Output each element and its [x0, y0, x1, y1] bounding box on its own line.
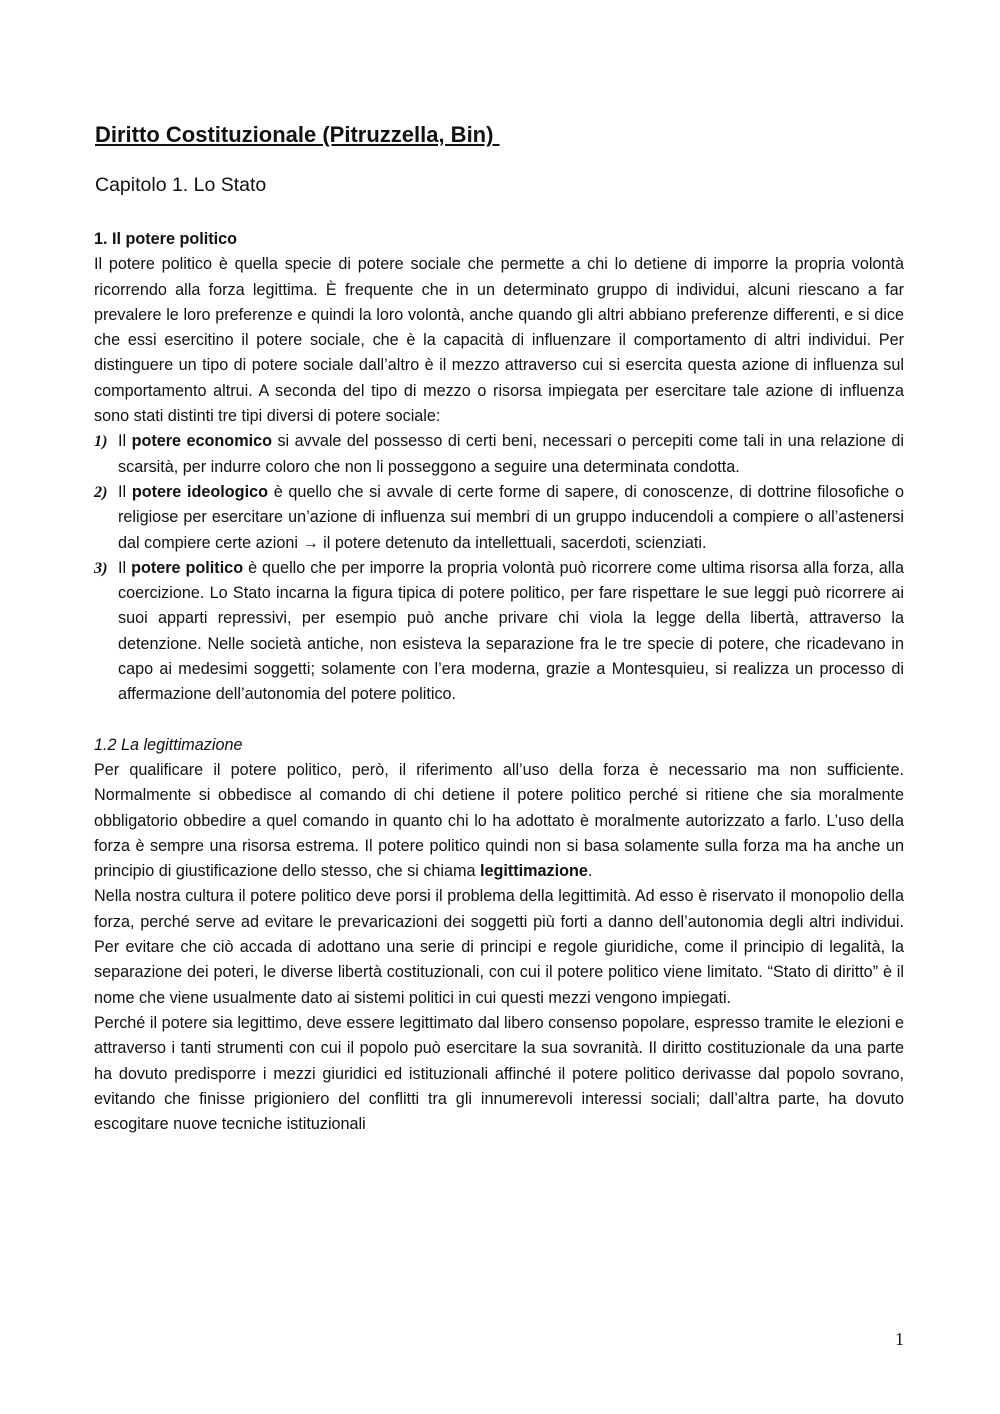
list-item [94, 480, 904, 556]
list-item-number: 3) [94, 558, 108, 577]
list-item-number: 1) [94, 432, 108, 451]
document-body [94, 227, 904, 1137]
list-item-prefix: Il [118, 482, 132, 501]
paragraph [94, 758, 904, 884]
section-intro-paragraph: Il potere politico è quella specie di potere sociale che permette a chi lo detiene di imporre la propria volontà ricorrendo alla forza legittima. È frequente che in un determinato gruppo di individui, alcuni riescano a far prevalere le loro preferenze e quindi la loro volontà, anche quando gli altri abbiano preferenze differenti, e si dice che essi esercitino il potere sociale, che è la capacità di influenzare il comportamento di altri individui. Per distinguere un tipo di potere sociale dall’altro è il mezzo attraverso cui si esercita questa azione di influenza sul comportamento altrui. A seconda del tipo di mezzo o risorsa impiegata per esercitare tale azione di influenza sono stati distinti tre tipi diversi di potere sociale: [94, 255, 904, 426]
list-item-term: potere politico [131, 558, 244, 577]
list-item-text: si avvale del possesso di certi beni, necessari o percepiti come tali in una relazione di scarsità, per indurre coloro che non li posseggono a seguire una determinata condotta. [118, 432, 905, 476]
subsection-heading: 1.2 La legittimazione [94, 735, 243, 754]
section-heading: 1. Il potere politico [94, 230, 238, 248]
list-item-prefix: Il [118, 558, 132, 577]
power-types-list [94, 429, 904, 707]
page-number: 1 [895, 1329, 904, 1349]
header-mark [470, 0, 530, 4]
list-item-number: 2) [94, 482, 108, 501]
list-item-term: potere ideologico [131, 482, 268, 501]
paragraph-term: legittimazione [480, 862, 588, 881]
paragraph-text-end: . [587, 862, 593, 881]
list-item [94, 429, 904, 480]
document-title: Diritto Costituzionale (Pitruzzella, Bin) [95, 122, 500, 147]
list-item-text: è quello che si avvale di certe forme di sapere, di conoscenze, di dottrine filosofiche o religiose per esercitare un’azione di influenza sui membri di un gruppo inducendoli a compiere o all’astenersi dal compiere certe azioni → il potere detenuto da intellettuali, sacerdoti, scienziati. [118, 482, 904, 552]
list-item-text: è quello che per imporre la propria volontà può ricorrere come ultima risorsa alla forza, alla coercizione. Lo Stato incarna la figura tipica di potere politico, per fare rispettare le sue leggi può ricorrere ai suoi apparti repressivi, per esempio può anche privare chi viola la legge della libertà, attraverso la detenzione. Nelle società antiche, non esisteva la separazione fra le tre specie di potere, che ricadevano in capo ai medesimi soggetti; solamente con l’era moderna, grazie a Montesquieu, si realizza un processo di affermazione dell’autonomia del potere politico. [118, 558, 905, 704]
paragraph: Perché il potere sia legittimo, deve essere legittimato dal libero consenso popolare, espresso tramite le elezioni e attraverso i tanti strumenti con cui il popolo può esercitare la sua sovranità. Il diritto costituzionale da una parte ha dovuto predisporre i mezzi giuridici ed istituzionali affinché il potere politico derivasse dal popolo sovrano, evitando che finisse prigioniero del conflitti tra gli innumerevoli interessi sociali; dall’altra parte, ha dovuto escogitare nuove tecniche istituzionali [94, 1013, 904, 1134]
paragraph-text: Per qualificare il potere politico, però, il riferimento all’uso della forza è necessario ma non sufficiente. Normalmente si obbedisce al comando di chi detiene il potere politico perché si ritiene che sia moralmente obbligatorio obbedire a quel comando in quanto chi lo ha adottato è moralmente autorizzato a farlo. L’uso della forza è sempre una risorsa estrema. Il potere politico quindi non si basa solamente sulla forza ma ha anche un principio di giustificazione dello stesso, che si chiama [94, 760, 904, 881]
paragraph-spacer [94, 708, 904, 733]
chapter-heading: Capitolo 1. Lo Stato [95, 174, 267, 196]
list-item [94, 556, 904, 708]
list-item-term: potere economico [131, 432, 272, 451]
paragraph: Nella nostra cultura il potere politico deve porsi il problema della legittimità. Ad esso è riservato il monopolio della forza, perché serve ad evitare le prevaricazioni dei soggetti più forti a danno dell’autonomia degli altri individui. Per evitare che ciò accada di adottano una serie di principi e regole giuridiche, come il principio di legalità, la separazione dei poteri, le diverse libertà costituzionali, con cui il potere politico viene limitato. “Stato di diritto” è il nome che viene usualmente dato ai sistemi politici in cui questi mezzi vengono impiegati. [94, 887, 904, 1007]
list-item-prefix: Il [118, 432, 132, 451]
